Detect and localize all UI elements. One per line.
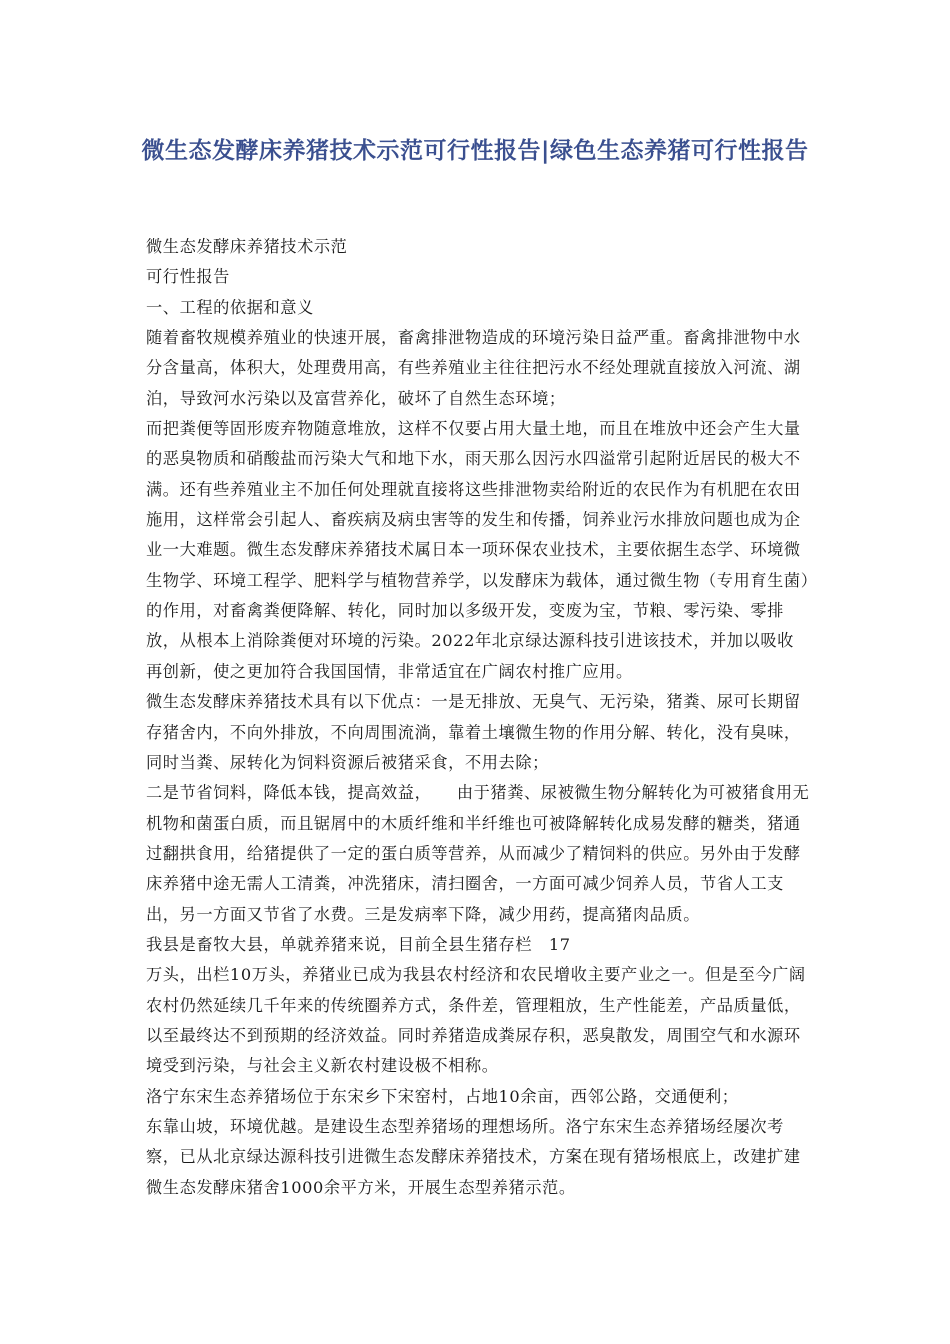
paragraph: 微生态发酵床养猪技术示范: [146, 237, 348, 256]
paragraph: 洛宁东宋生态养猪场位于东宋乡下宋窑村，占地10余亩，西邻公路，交通便利；: [146, 1086, 739, 1106]
paragraph: 万头，出栏10万头，养猪业已成为我县农村经济和农民增收主要产业之一。但是至今广阔农村仍然延续几千年来的传统圈养方式，条件差，管理粗放，生产性能差，产品质量低，以至最终达不到预期的经济效益。同时养猪造成粪尿存积，恶臭散发，周围空气和水源环境受到污染，与社会主义新农村建设极不相称。: [146, 965, 806, 1076]
paragraph: 而把粪便等固形废弃物随意堆放，这样不仅要占用大量土地，而且在堆放中还会产生大量的恶臭物质和硝酸盐而污染大气和地下水，雨天那么因污水四溢常引起附近居民的极大不满。还有些养殖业主不加任何处理就直接将这些排泄物卖给附近的农民作为有机肥在农田施用，这样常会引起人、畜疾病及病虫害等的发生和传播，饲养业污水排放问题也成为企业一大难题。微生态发酵床养猪技术属日本一项环保农业技术，主要依据生态学、环境微生物学、环境工程学、肥料学与植物营养学，以发酵床为载体，通过微生物（专用育生菌）的作用，对畜禽粪便降解、转化，同时加以多级开发，变废为宝，节粮、零污染、零排放，从根本上消除粪便对环境的污染。2022年北京绿达源科技引进该技术，并加以吸收再创新，使之更加符合我国国情，非常适宜在广阔农村推广应用。: [146, 419, 810, 681]
paragraph: 随着畜牧规模养殖业的快速开展，畜禽排泄物造成的环境污染日益严重。畜禽排泄物中水分含量高，体积大，处理费用高，有些养殖业主往往把污水不经处理就直接放入河流、湖泊，导致河水污染以及富营养化，破坏了自然生态环境；: [146, 328, 801, 408]
document-title: 微生态发酵床养猪技术示范可行性报告|绿色生态养猪可行性报告: [141, 138, 809, 164]
paragraph: 可行性报告: [146, 267, 230, 287]
paragraph: 东靠山坡，环境优越。是建设生态型养猪场的理想场所。洛宁东宋生态养猪场经屡次考察，已从北京绿达源科技引进微生态发酵床养猪技术，方案在现有猪场根底上，改建扩建微生态发酵床猪舍1000余平方米，开展生态型养猪示范。: [146, 1116, 801, 1197]
section-heading: 一、工程的依据和意义: [146, 297, 314, 317]
paragraph: 微生态发酵床养猪技术具有以下优点：一是无排放、无臭气、无污染，猪粪、尿可长期留存猪舍内，不向外排放，不向周围流淌，靠着土壤微生物的作用分解、转化，没有臭味，同时当粪、尿转化为饲料资源后被猪采食，不用去除；: [146, 692, 801, 772]
paragraph: 我县是畜牧大县，单就养猪来说，目前全县生猪存栏 17: [146, 934, 571, 954]
paragraph: 二是节省饲料，降低本钱，提高效益， 由于猪粪、尿被微生物分解转化为可被猪食用无机物和菌蛋白质，而且锯屑中的木质纤维和半纤维也可被降解转化成易发酵的糖类，猪通过翻拱食用，给猪提供了一定的蛋白质等营养，从而减少了精饲料的供应。另外由于发酵床养猪中途无需人工清粪，冲洗猪床，清扫圈舍，一方面可减少饲养人员，节省人工支出，另一方面又节省了水费。三是发病率下降，减少用药，提高猪肉品质。: [146, 783, 810, 924]
document-body: [146, 232, 810, 1203]
